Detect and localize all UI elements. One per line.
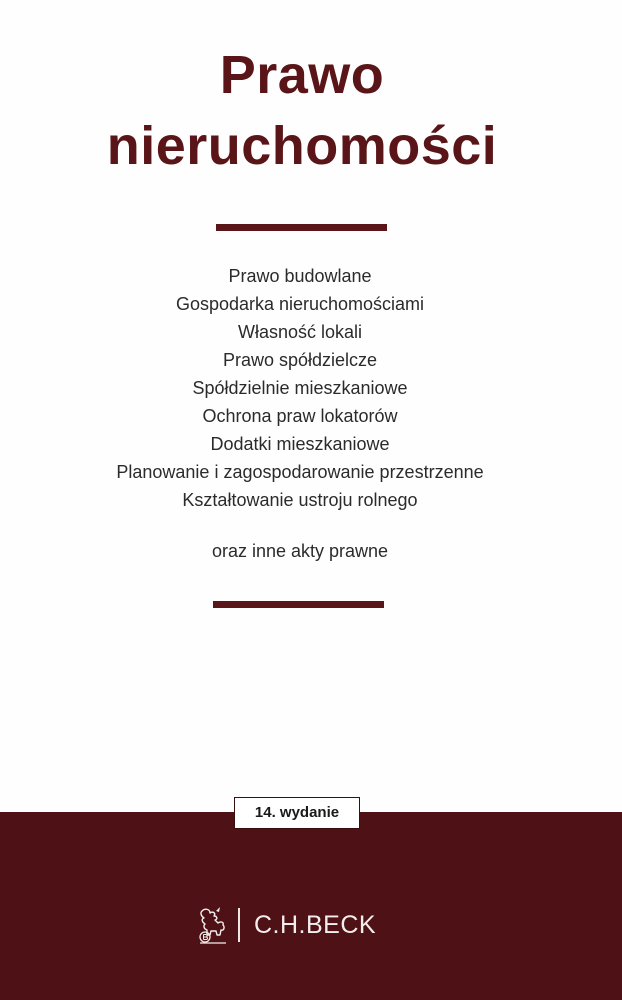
- topic-item: Prawo spółdzielcze: [222, 350, 378, 370]
- publisher-name: C.H.BECK: [254, 911, 377, 939]
- topic-item: Ochrona praw lokatorów: [202, 406, 398, 426]
- topic-item: Gospodarka nieruchomościami: [175, 294, 425, 314]
- top-divider: [216, 224, 387, 231]
- topic-item: Kształtowanie ustroju rolnego: [182, 490, 418, 510]
- publisher-divider: [238, 908, 240, 942]
- publisher-mark: [196, 905, 376, 945]
- topic-item: Prawo budowlane: [228, 266, 372, 286]
- bottom-divider: [213, 601, 384, 608]
- topic-item: Spółdzielnie mieszkaniowe: [192, 378, 408, 398]
- title-line-2: nieruchomości: [106, 116, 498, 176]
- topic-item: Własność lokali: [237, 322, 363, 342]
- edition-badge: 14. wydanie: [234, 797, 360, 829]
- other-acts-note: oraz inne akty prawne: [211, 541, 389, 561]
- topic-item: Dodatki mieszkaniowe: [210, 434, 390, 454]
- griffin-logo-icon: [196, 905, 230, 945]
- title-line-1: Prawo: [219, 45, 385, 105]
- topics-list: [0, 262, 600, 514]
- topic-item: Planowanie i zagospodarowanie przestrzenne: [116, 462, 484, 482]
